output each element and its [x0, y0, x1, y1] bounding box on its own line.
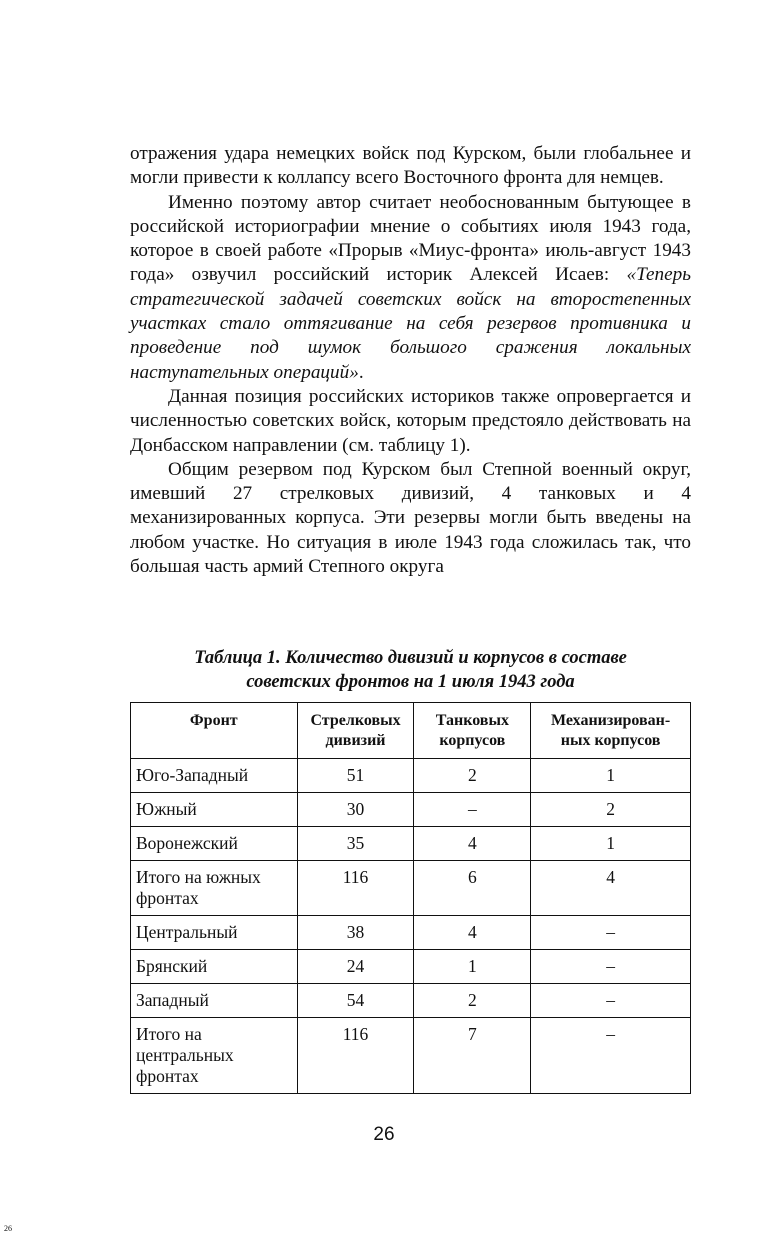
paragraph-2	[130, 191, 691, 385]
table-row	[131, 861, 691, 916]
cell-tank: –	[414, 793, 531, 827]
paragraph-4: Общим резервом под Курском был Степной военный округ, имевший 27 стрелковых дивизий, 4 танковых и 4 механизированных корпуса. Эти резервы могли быть введены на любом участке. Но ситуация в июле 1943 года сложилась так, что большая часть армий Степного округа	[130, 458, 691, 578]
table-header-row	[131, 703, 691, 759]
cell-front: Центральный	[131, 916, 298, 950]
table-row	[131, 950, 691, 984]
cell-tank: 7	[414, 1018, 531, 1094]
isaev-quote: «Теперь стратегической задачей советских войск на второстепенных участках стало оттягивание на себя резервов противника и проведение под шумок большого сражения локальных наступательных операций»	[130, 264, 691, 383]
cell-rifle: 54	[297, 984, 414, 1018]
cell-front: Западный	[131, 984, 298, 1018]
cell-mech: 2	[531, 793, 691, 827]
table-row	[131, 759, 691, 793]
corner-page-number: 26	[4, 1224, 12, 1233]
table-row	[131, 984, 691, 1018]
cell-tank: 2	[414, 759, 531, 793]
cell-front: Брянский	[131, 950, 298, 984]
cell-front: Юго-Западный	[131, 759, 298, 793]
cell-front: Южный	[131, 793, 298, 827]
body-text	[130, 142, 691, 579]
divisions-table	[130, 702, 691, 1094]
table-row	[131, 916, 691, 950]
header-tank-corps: Танковых корпусов	[414, 703, 531, 759]
cell-rifle: 24	[297, 950, 414, 984]
header-rifle-divisions: Стрелковых дивизий	[297, 703, 414, 759]
table-row	[131, 1018, 691, 1094]
paragraph-2-text: Именно поэтому автор считает необоснованным бытующее в российской историографии мнение о событиях июля 1943 года, которое в своей работе «Прорыв «Миус-фронта» июль-август 1943 года» озвучил российский историк Алексей Исаев:	[130, 191, 691, 286]
table-caption	[130, 646, 691, 694]
cell-tank: 2	[414, 984, 531, 1018]
header-front: Фронт	[131, 703, 298, 759]
cell-tank: 6	[414, 861, 531, 916]
cell-mech: 1	[531, 759, 691, 793]
cell-rifle: 30	[297, 793, 414, 827]
cell-mech: –	[531, 984, 691, 1018]
cell-tank: 1	[414, 950, 531, 984]
table-caption-line-1: Таблица 1. Количество дивизий и корпусов в составе	[194, 648, 627, 668]
paragraph-3: Данная позиция российских историков также опровергается и численностью советских войск, которым предстояло действовать на Донбасском направлении (см. таблицу 1).	[130, 385, 691, 456]
cell-rifle: 35	[297, 827, 414, 861]
cell-tank: 4	[414, 916, 531, 950]
cell-mech: –	[531, 950, 691, 984]
cell-mech: 4	[531, 861, 691, 916]
table-row	[131, 827, 691, 861]
cell-mech: –	[531, 1018, 691, 1094]
header-mech-corps: Механизирован-ных корпусов	[531, 703, 691, 759]
cell-front: Итого на южных фронтах	[131, 861, 298, 916]
cell-rifle: 116	[297, 1018, 414, 1094]
cell-rifle: 51	[297, 759, 414, 793]
page-number: 26	[373, 1124, 395, 1145]
cell-tank: 4	[414, 827, 531, 861]
table-row	[131, 793, 691, 827]
cell-mech: 1	[531, 827, 691, 861]
table-caption-line-2: советских фронтов на 1 июля 1943 года	[246, 672, 575, 692]
cell-mech: –	[531, 916, 691, 950]
cell-front: Итого на центральных фронтах	[131, 1018, 298, 1094]
cell-rifle: 38	[297, 916, 414, 950]
paragraph-2-end: .	[358, 361, 364, 383]
cell-front: Воронежский	[131, 827, 298, 861]
cell-rifle: 116	[297, 861, 414, 916]
paragraph-1: отражения удара немецких войск под Курском, были глобальнее и могли привести к коллапсу всего Восточного фронта для немцев.	[130, 143, 691, 189]
